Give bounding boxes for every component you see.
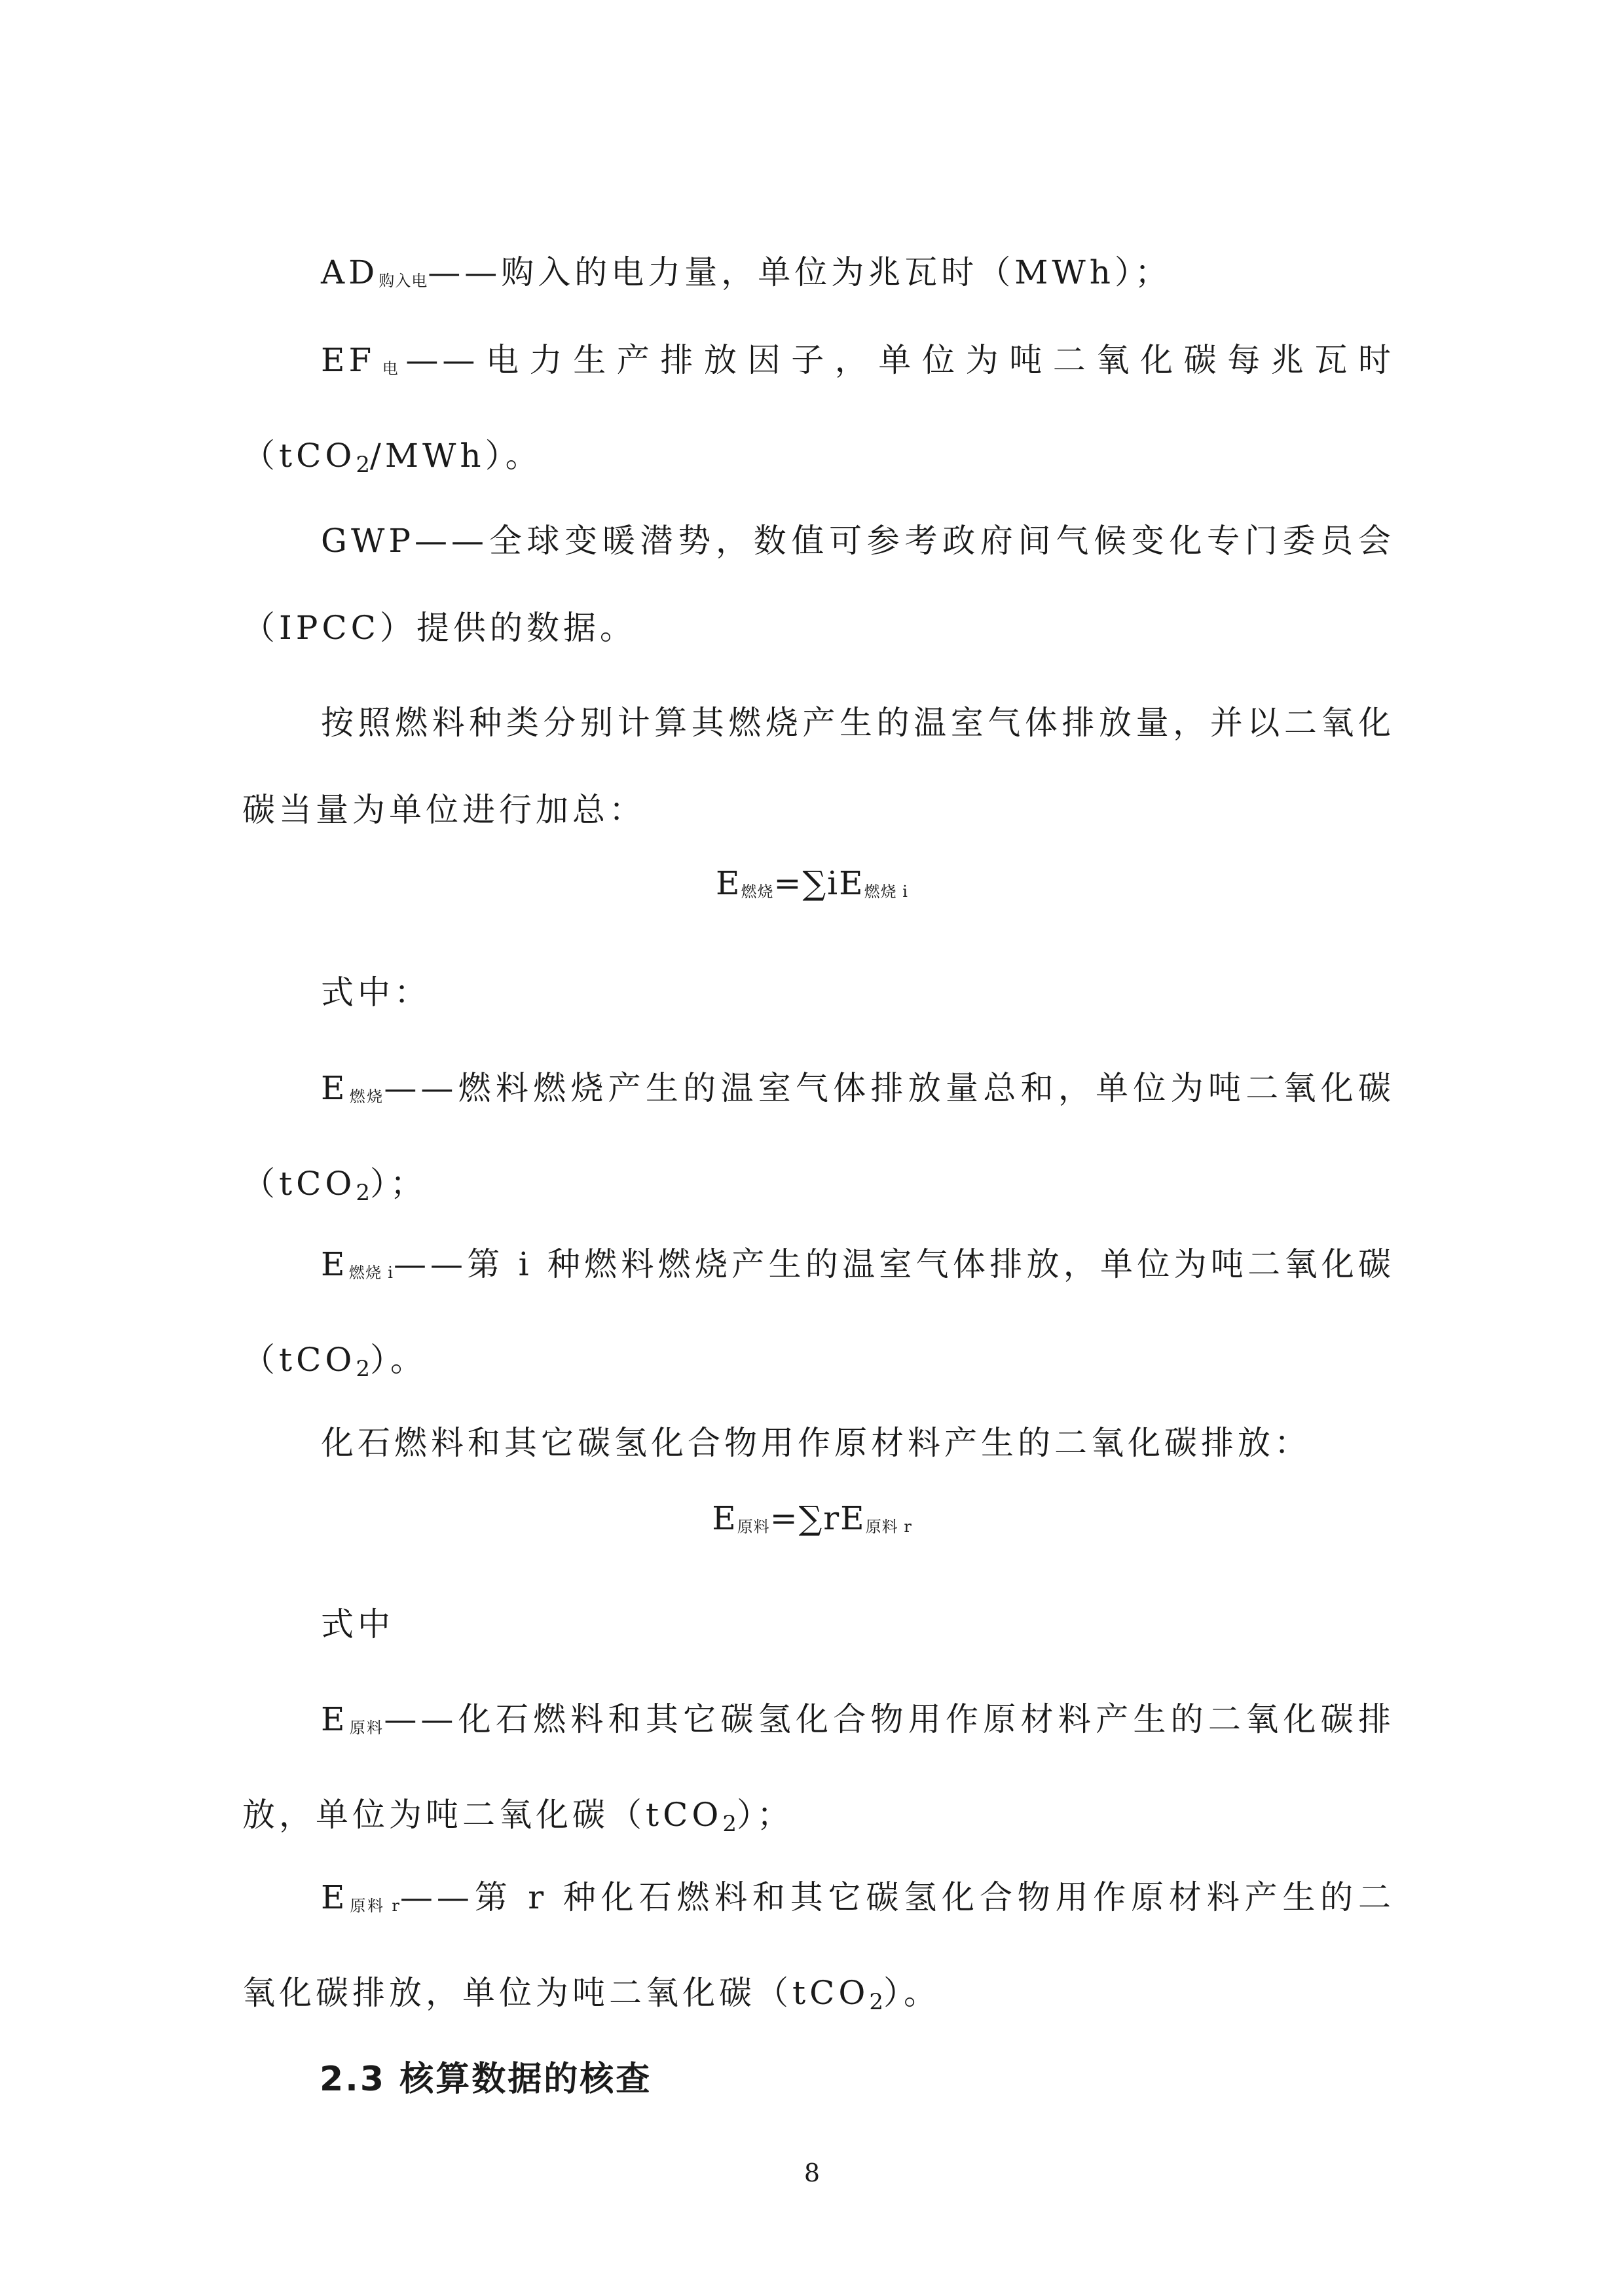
page-number: 8 [803,2159,821,2187]
def-ef: EF电——电力生产排放因子，单位为吨二氧化碳每兆瓦时（tCO2/MWh）。 [242,341,1395,478]
def-ad: AD购入电——购入的电力量，单位为兆瓦时（MWh）； [321,253,1172,291]
feedstock-formula: E原料=∑rE原料 r [712,1499,912,1537]
def-ef-subscript: 电 [375,359,406,378]
section-heading: 2.3 核算数据的核查 [320,2060,652,2099]
def-gwp: GWP——全球变暖潜势，数值可参考政府间气候变化专门委员会（IPCC）提供的数据。 [242,522,1395,647]
def-e-feedstock: E原料——化石燃料和其它碳氢化合物用作原材料产生的二氧化碳排放，单位为吨二氧化碳（tCO2）； [242,1700,1395,1837]
def-e-combustion-i: E燃烧 i——第 i 种燃料燃烧产生的温室气体排放，单位为吨二氧化碳（tCO2）。 [242,1245,1395,1382]
feedstock-intro: 化石燃料和其它碳氢化合物用作原材料产生的二氧化碳排放： [321,1424,1311,1462]
combustion-where-label: 式中： [321,974,431,1011]
feedstock-where-label: 式中 [321,1605,394,1643]
def-ad-subscript: 购入电 [378,272,428,290]
combustion-formula: E燃烧=∑iE燃烧 i [716,864,908,902]
def-e-feedstock-r: E原料 r——第 r 种化石燃料和其它碳氢化合物用作原材料产生的二氧化碳排放，单位为吨二氧化碳（tCO2）。 [242,1878,1395,2015]
def-e-combustion: E燃烧——燃料燃烧产生的温室气体排放量总和，单位为吨二氧化碳（tCO2）； [242,1069,1395,1206]
combustion-intro: 按照燃料种类分别计算其燃烧产生的温室气体排放量，并以二氧化碳当量为单位进行加总： [242,704,1395,829]
